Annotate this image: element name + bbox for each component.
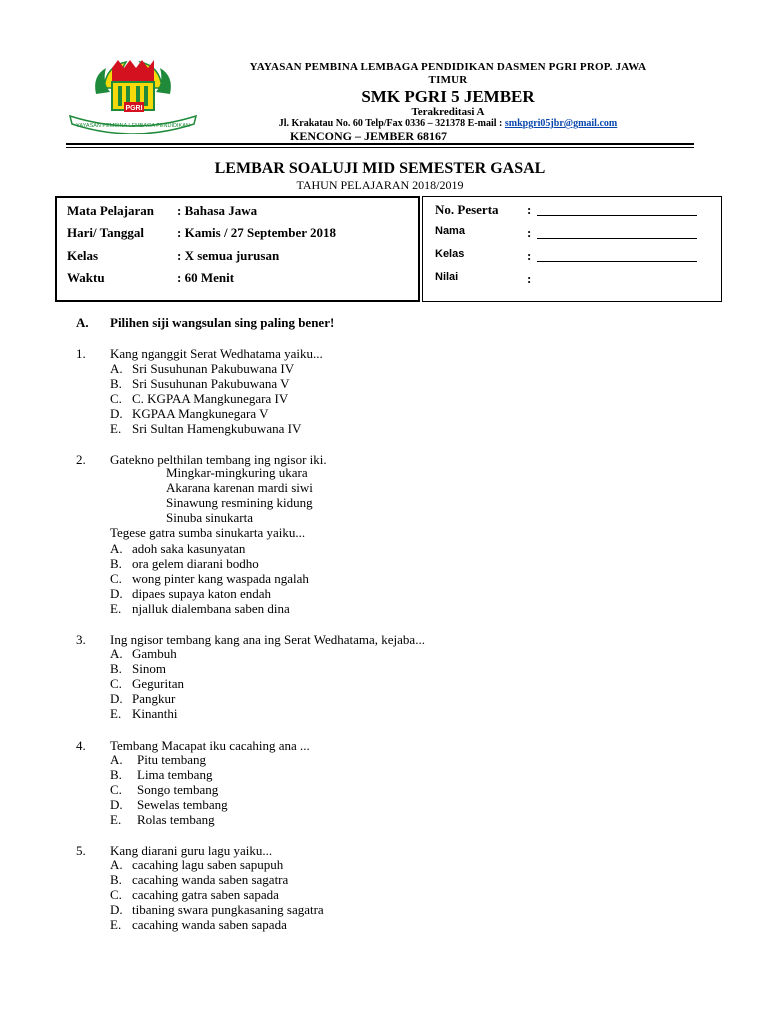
option-b[interactable]: B. Lima tembang [110,767,213,782]
option-c[interactable]: C. Songo tembang [110,782,219,797]
option-e[interactable]: E. Rolas tembang [110,812,215,827]
foundation-name: YAYASAN PEMBINA LEMBAGA PENDIDIKAN DASMEN PGRI PROP. JAWA TIMUR [249,61,647,86]
option-c[interactable]: C. wong pinter kang waspada ngalah [110,571,309,586]
option-d[interactable]: D. Sewelas tembang [110,797,228,812]
option-c[interactable]: C. C. KGPAA Mangkunegara IV [110,391,289,406]
email-link[interactable]: smkpgri05jbr@gmail.com [504,118,618,129]
svg-text:PGRI: PGRI [125,105,143,112]
svg-text:YAYASAN PEMBINA LEMBAGA PENDID: YAYASAN PEMBINA LEMBAGA PENDIDIKAN [76,123,190,129]
option-e[interactable]: E. njalluk dialembana saben dina [110,601,290,616]
option-d[interactable]: D. tibaning swara pungkasaning sagatra [110,902,324,917]
subject-info-box: Mata Pelajaran : Bahasa Jawa Hari/ Tanggal : Kamis / 27 September 2018 Kelas : X semua jurusan Waktu : 60 Menit [55,196,420,302]
question-stem-2: Tegese gatra sumba sinukarta yaiku... [110,525,306,540]
verse-line: Mingkar-mingkuring ukara [166,465,308,480]
option-b[interactable]: B. Sri Susuhunan Pakubuwana V [110,376,290,391]
option-c[interactable]: C. Geguritan [110,676,184,691]
header-divider-thin [66,147,694,148]
school-name: SMK PGRI 5 JEMBER [361,87,535,106]
option-b[interactable]: B. ora gelem diarani bodho [110,556,259,571]
option-a[interactable]: A. Pitu tembang [110,752,206,767]
option-b[interactable]: B. Sinom [110,661,166,676]
academic-year: TAHUN PELAJARAN 2018/2019 [296,178,464,192]
option-a[interactable]: A. adoh saka kasunyatan [110,541,246,556]
option-e[interactable]: E. cacahing wanda saben sapada [110,917,287,932]
verse-line: Sinuba sinukarta [166,510,254,525]
option-e[interactable]: E. Kinanthi [110,706,178,721]
verse-line: Akarana karenan mardi siwi [166,480,313,495]
option-a[interactable]: A. Gambuh [110,646,177,661]
option-e[interactable]: E. Sri Sultan Hamengkubuwana IV [110,421,302,436]
option-d[interactable]: D. Pangkur [110,691,176,706]
student-info-box: No. Peserta : Nama : Kelas : Nilai : [422,196,722,302]
option-b[interactable]: B. cacahing wanda saben sagatra [110,872,289,887]
option-d[interactable]: D. dipaes supaya katon endah [110,586,271,601]
school-city: KENCONG – JEMBER 68167 [290,129,448,143]
accreditation: Terakreditasi A [411,106,485,118]
pgri-logo [66,58,200,134]
school-address: Jl. Krakatau No. 60 Telp/Fax 0336 – 321378 E-mail : smkpgri05jbr@gmail.com [278,118,618,129]
option-a[interactable]: A. Sri Susuhunan Pakubuwana IV [110,361,295,376]
option-c[interactable]: C. cacahing gatra saben sapada [110,887,279,902]
header-divider [66,143,694,145]
option-a[interactable]: A. cacahing lagu saben sapupuh [110,857,284,872]
exam-title: LEMBAR SOALUJI MID SEMESTER GASAL [214,160,546,177]
option-d[interactable]: D. KGPAA Mangkunegara V [110,406,269,421]
verse-line: Sinawung resmining kidung [166,495,313,510]
